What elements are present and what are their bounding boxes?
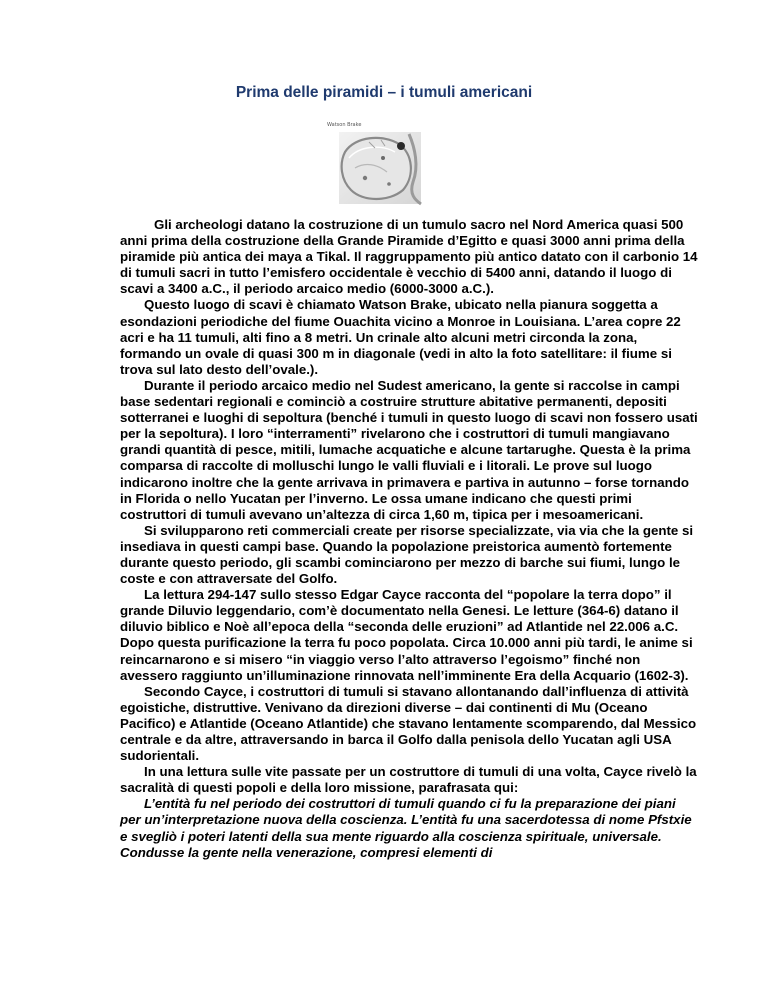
paragraph: In una lettura sulle vite passate per un costruttore di tumuli di una volta, Cayce rivelò la sacralità di questi popoli e della loro missione, parafrasata qui:	[120, 764, 697, 796]
satellite-photo-graphic	[325, 118, 437, 206]
article-body	[120, 217, 700, 861]
photo-caption: Watson Brake	[327, 122, 362, 128]
paragraph: Durante il periodo arcaico medio nel Sudest americano, la gente si raccolse in campi base sedentari regionali e cominciò a costruire strutture abitative permanenti, depositi sotterranei e luoghi di sepoltura (benché i tumuli in questo luogo di scavi non fossero usati per la sepoltura). I loro “interramenti” rivelarono che i costruttori di tumuli mangiavano grandi quantità di pesce, mitili, lumache acquatiche e alcune tartarughe. Questa è la prima comparsa di raccolte di molluschi lungo le valli fluviali e i litorali. Le prove sul luogo indicarono inoltre che la gente arrivava in primavera e partiva in autunno – forse tornando in Florida o nello Yucatan per l’inverno. Le ossa umane indicano che questi primi costruttori di tumuli avevano un’altezza di circa 1,60 m, tipica per i mesoamericani.	[120, 377, 698, 522]
paragraph: Secondo Cayce, i costruttori di tumuli si stavano allontanando dall’influenza di attività egoistiche, distruttive. Venivano da direzioni diverse – dai continenti di Mu (Oceano Pacifico) e Atlantide (Oceano Atlantide) che stavano lentamente scomparendo, dal Messico centrale e da altre, attraversando in barca il Golfo dalla penisola dello Yucatan agli USA sudorientali.	[120, 683, 697, 764]
quoted-reading: L’entità fu nel periodo dei costruttori di tumuli quando ci fu la preparazione dei piani per un’interpretazione nuova della coscienza. L’entità fu una sacerdotessa di nome Pfstxie e svegliò i poteri latenti della sua mente riguardo alla coscienza spirituale, universale. Condusse la gente nella venerazione, compresi elementi di	[120, 796, 692, 860]
paragraph: Si svilupparono reti commerciali create per risorse specializzate, via via che la gente si insediava in questi campi base. Quando la popolazione preistorica aumentò fortemente durante questo periodo, gli scambi cominciarono per mezzo di barche sui fiumi, lungo le coste e con attraversate del Golfo.	[120, 522, 694, 587]
satellite-photo	[325, 118, 437, 206]
document-title: Prima delle piramidi – i tumuli americani	[235, 84, 533, 101]
paragraph: Questo luogo di scavi è chiamato Watson Brake, ubicato nella pianura soggetta a esondazioni periodiche del fiume Ouachita vicino a Monroe in Louisiana. L’area copre 22 acri e ha 11 tumuli, alti fino a 8 metri. Un crinale alto alcuni metri circonda la zona, formando un ovale di quasi 300 m in diagonale (vedi in alto la foto satellitare: il fiume si trova sul lato desto dell’ovale.).	[120, 297, 681, 377]
paragraph: La lettura 294-147 sullo stesso Edgar Cayce racconta del “popolare la terra dopo” il grande Diluvio leggendario, com’è documentato nella Genesi. Le letture (364-6) datano il diluvio biblico e Noè all’epoca della “seconda delle eruzioni” ad Atlantide nel 22.006 a.C. Dopo questa purificazione la terra fu poco popolata. Circa 10.000 anni più tardi, le anime si reincarnarono e si misero “in viaggio verso l’alto attraverso l’egoismo” finché non avessero raggiunto un’illuminazione rinnovata nell’imminente Era della Acquario (1602-3).	[120, 587, 693, 683]
paragraph: Gli archeologi datano la costruzione di un tumulo sacro nel Nord America quasi 500 anni prima della costruzione della Grande Piramide d’Egitto e quasi 3000 anni prima della piramide più antica dei maya a Tikal. Il raggruppamento più antico datato con il carbonio 14 di tumuli sacri in tutto l’emisfero occidentale è vecchio di 5400 anni, datando il luogo di scavi a 3400 a.C., il periodo arcaico medio (6000-3000 a.C.).	[120, 217, 698, 297]
